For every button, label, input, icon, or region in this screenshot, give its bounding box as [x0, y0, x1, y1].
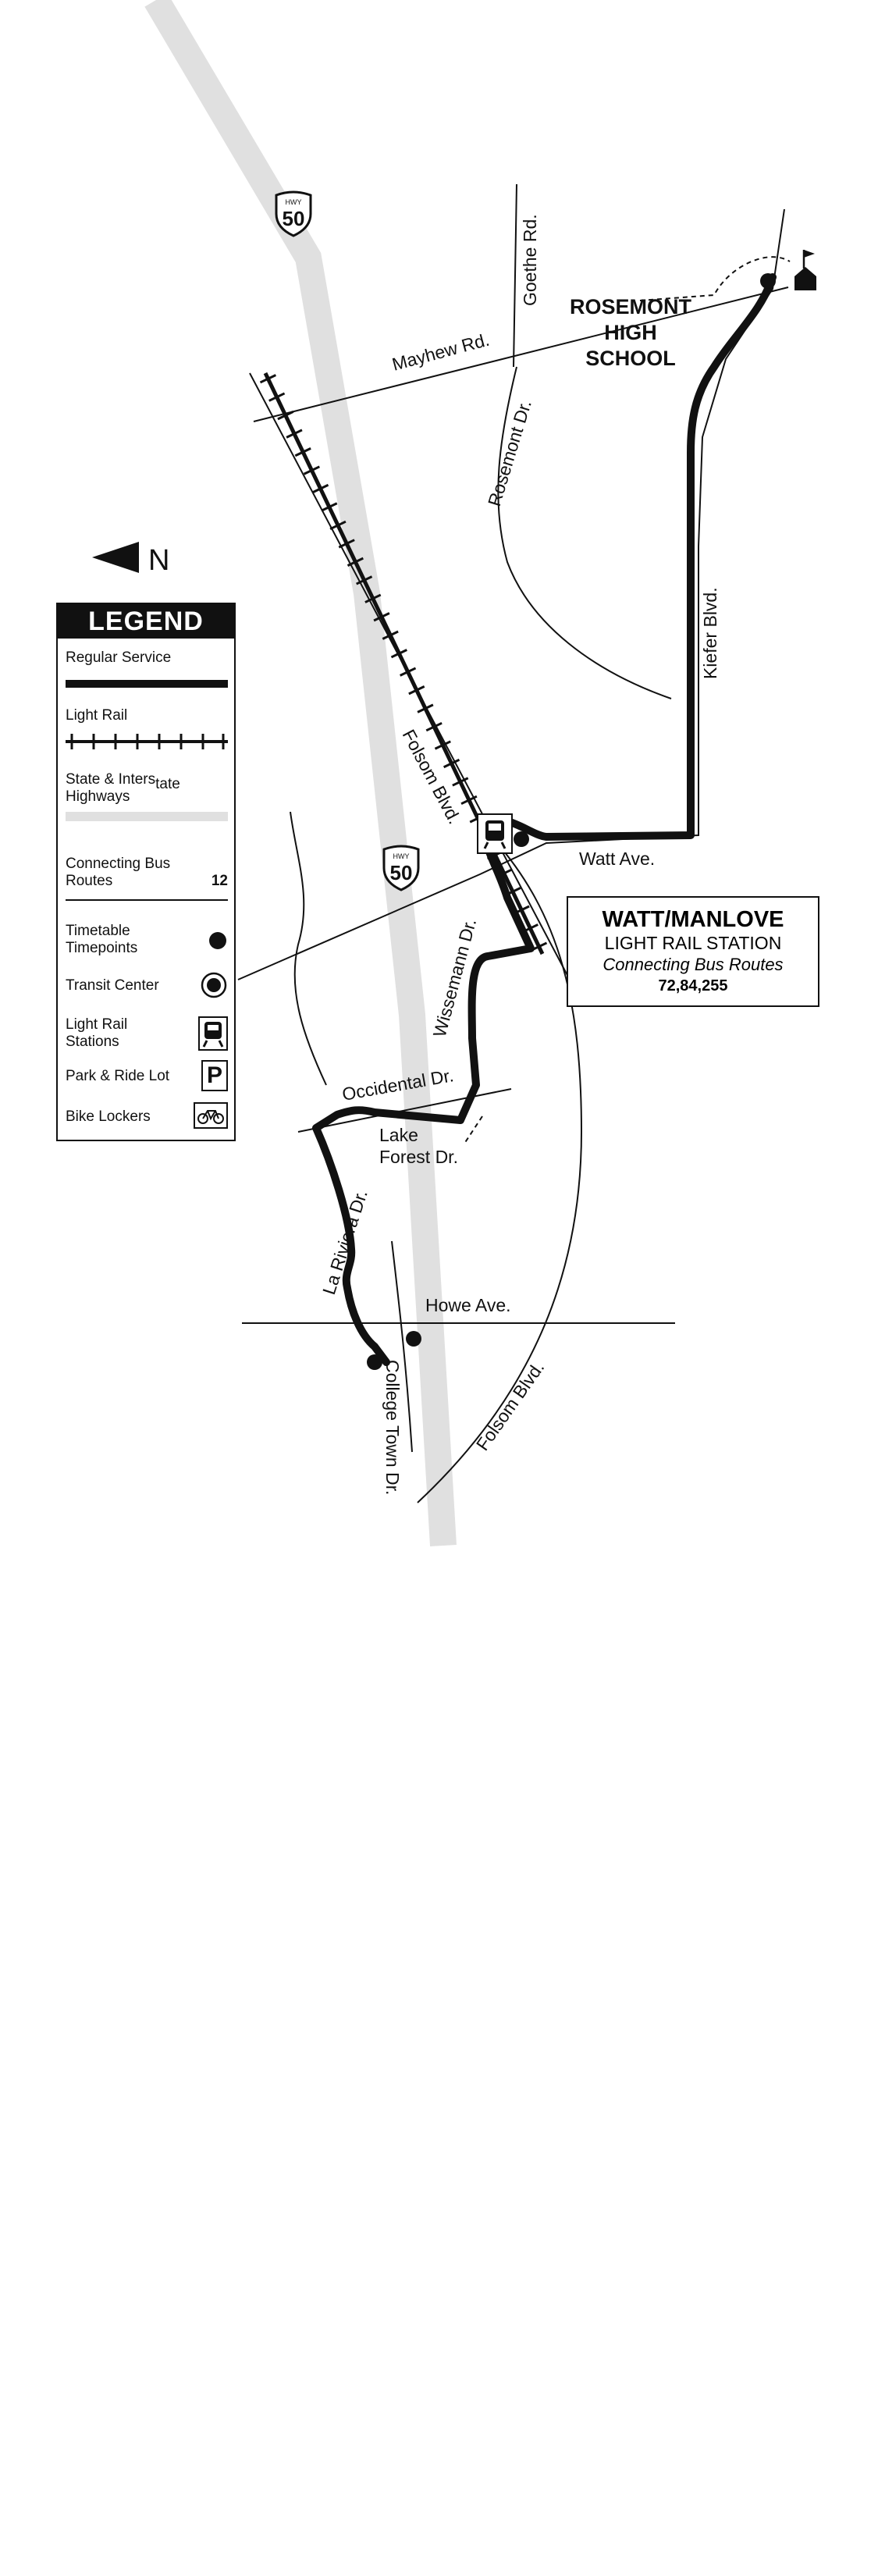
svg-text:50: 50: [282, 207, 305, 230]
station-connecting-label: Connecting Bus Routes: [603, 955, 784, 974]
highway-swatch: [66, 810, 229, 823]
label-folsom-south: Folsom Blvd.: [471, 1357, 549, 1454]
light-rail-station-icon: [478, 814, 512, 853]
label-goethe: Goethe Rd.: [520, 214, 540, 306]
timepoint-college-town: [367, 1354, 382, 1370]
north-arrow-icon: [92, 542, 139, 573]
school-name-line1: ROSEMONT: [569, 295, 692, 318]
connecting-route-swatch: [66, 898, 229, 902]
label-college-town: College Town Dr.: [382, 1360, 403, 1496]
light-rail-station-legend-icon: [198, 1016, 228, 1051]
label-occidental: Occidental Dr.: [340, 1065, 456, 1105]
station-info-box: [567, 896, 819, 1007]
svg-text:50: 50: [389, 861, 413, 884]
legend-bike-lockers: Bike Lockers: [66, 1108, 228, 1126]
label-howe: Howe Ave.: [425, 1295, 511, 1315]
label-lake-forest-2: Forest Dr.: [379, 1147, 458, 1167]
timepoint-howe: [406, 1331, 421, 1347]
legend-connecting-routes: Connecting Bus Routes 12: [66, 856, 228, 907]
north-arrow: [92, 537, 178, 581]
station-connecting-routes: 72,84,255: [658, 977, 728, 994]
svg-text:N: N: [148, 544, 170, 577]
label-lake-forest-1: Lake: [379, 1125, 418, 1145]
timepoint-watt-manlove: [514, 831, 529, 847]
goethe-road: [514, 184, 517, 367]
label-wissemann: Wissemann Dr.: [428, 916, 481, 1040]
transit-center-icon: [200, 971, 228, 999]
svg-text:HWY: HWY: [393, 852, 410, 860]
timepoint-icon: [208, 930, 228, 951]
school-name-line2: HIGH: [604, 321, 657, 344]
school-icon: [794, 250, 816, 290]
legend: [56, 603, 236, 1141]
label-folsom-north: Folsom Blvd.: [398, 726, 465, 827]
label-rosemont-dr: Rosemont Dr.: [483, 397, 535, 509]
legend-light-rail: Light Rail: [66, 707, 228, 756]
svg-text:HWY: HWY: [285, 198, 302, 206]
regular-service-swatch: [66, 678, 229, 690]
highway-50-shield-south: [384, 846, 418, 890]
label-la-riviera: La Riviera Dr.: [318, 1187, 371, 1297]
station-title: WATT/MANLOVE: [602, 907, 784, 932]
legend-timepoints: Timetable Timepoints: [66, 923, 228, 957]
timepoint-school: [760, 273, 776, 289]
legend-regular-service: Regular Service: [66, 649, 228, 695]
bike-locker-icon: [194, 1102, 228, 1129]
label-mayhew: Mayhew Rd.: [389, 329, 492, 375]
light-rail-swatch: [66, 732, 229, 751]
legend-highways: State & Interstate Highways: [66, 771, 228, 827]
label-kiefer: Kiefer Blvd.: [700, 587, 720, 679]
legend-title: LEGEND: [58, 604, 234, 639]
lake-forest-dashed: [464, 1116, 482, 1144]
station-subtitle: LIGHT RAIL STATION: [604, 933, 782, 953]
park-ride-icon: P: [201, 1060, 228, 1091]
legend-transit-center: Transit Center: [66, 977, 228, 994]
school-name-line3: SCHOOL: [585, 347, 676, 370]
legend-park-ride: Park & Ride Lot P: [66, 1068, 228, 1085]
label-watt: Watt Ave.: [579, 849, 656, 869]
legend-light-rail-stations: Light Rail Stations: [66, 1016, 228, 1051]
